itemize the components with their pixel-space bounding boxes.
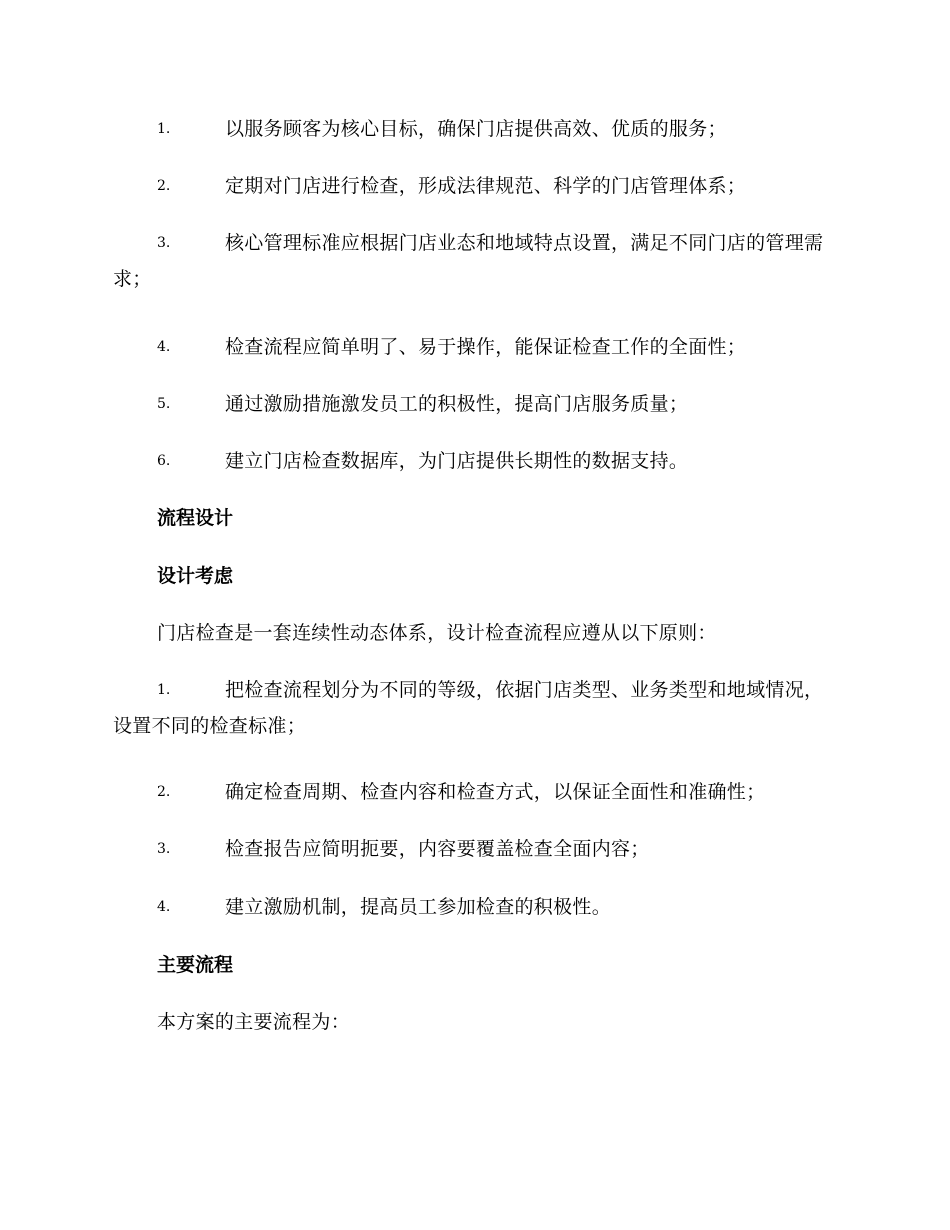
item-text: 核心管理标准应根据门店业态和地域特点设置，满足不同门店的管理需求； xyxy=(113,232,824,290)
item-text: 把检查流程划分为不同的等级，依据门店类型、业务类型和地域情况，设置不同的检查标准； xyxy=(113,679,824,737)
item-number: 3. xyxy=(157,841,171,857)
principle-item-1 xyxy=(113,111,838,147)
item-number: 4. xyxy=(157,339,171,355)
principle-item-2 xyxy=(113,168,838,204)
principle-item-4 xyxy=(113,329,838,365)
item-number: 6. xyxy=(157,453,171,469)
item-text: 以服务顾客为核心目标，确保门店提供高效、优质的服务； xyxy=(225,118,727,140)
item-number: 3. xyxy=(157,235,171,251)
item-text: 检查流程应简单明了、易于操作，能保证检查工作的全面性； xyxy=(225,336,747,358)
consideration-item-3 xyxy=(113,831,838,867)
heading-process-design: 流程设计 xyxy=(157,507,234,529)
item-text: 建立激励机制，提高员工参加检查的积极性。 xyxy=(225,896,612,918)
considerations-intro: 门店检查是一套连续性动态体系，设计检查流程应遵从以下原则： xyxy=(157,622,717,644)
item-number: 1. xyxy=(157,682,171,698)
consideration-item-1 xyxy=(113,672,838,744)
item-text: 检查报告应简明扼要，内容要覆盖检查全面内容； xyxy=(225,838,650,860)
item-number: 1. xyxy=(157,121,171,137)
item-number: 2. xyxy=(157,784,171,800)
item-number: 2. xyxy=(157,178,171,194)
item-text: 通过激励措施激发员工的积极性，提高门店服务质量； xyxy=(225,393,689,415)
principle-item-3 xyxy=(113,225,838,297)
item-number: 5. xyxy=(157,396,171,412)
item-text: 定期对门店进行检查，形成法律规范、科学的门店管理体系； xyxy=(225,175,747,197)
item-text: 建立门店检查数据库，为门店提供长期性的数据支持。 xyxy=(225,450,689,472)
principle-item-5 xyxy=(113,386,838,422)
item-text: 确定检查周期、检查内容和检查方式，以保证全面性和准确性； xyxy=(225,781,766,803)
main-process-intro: 本方案的主要流程为： xyxy=(157,1011,351,1033)
principle-item-6 xyxy=(113,443,838,479)
item-number: 4. xyxy=(157,899,171,915)
heading-main-process: 主要流程 xyxy=(157,954,234,976)
heading-design-considerations: 设计考虑 xyxy=(157,565,234,587)
consideration-item-4 xyxy=(113,889,838,925)
consideration-item-2 xyxy=(113,774,838,810)
